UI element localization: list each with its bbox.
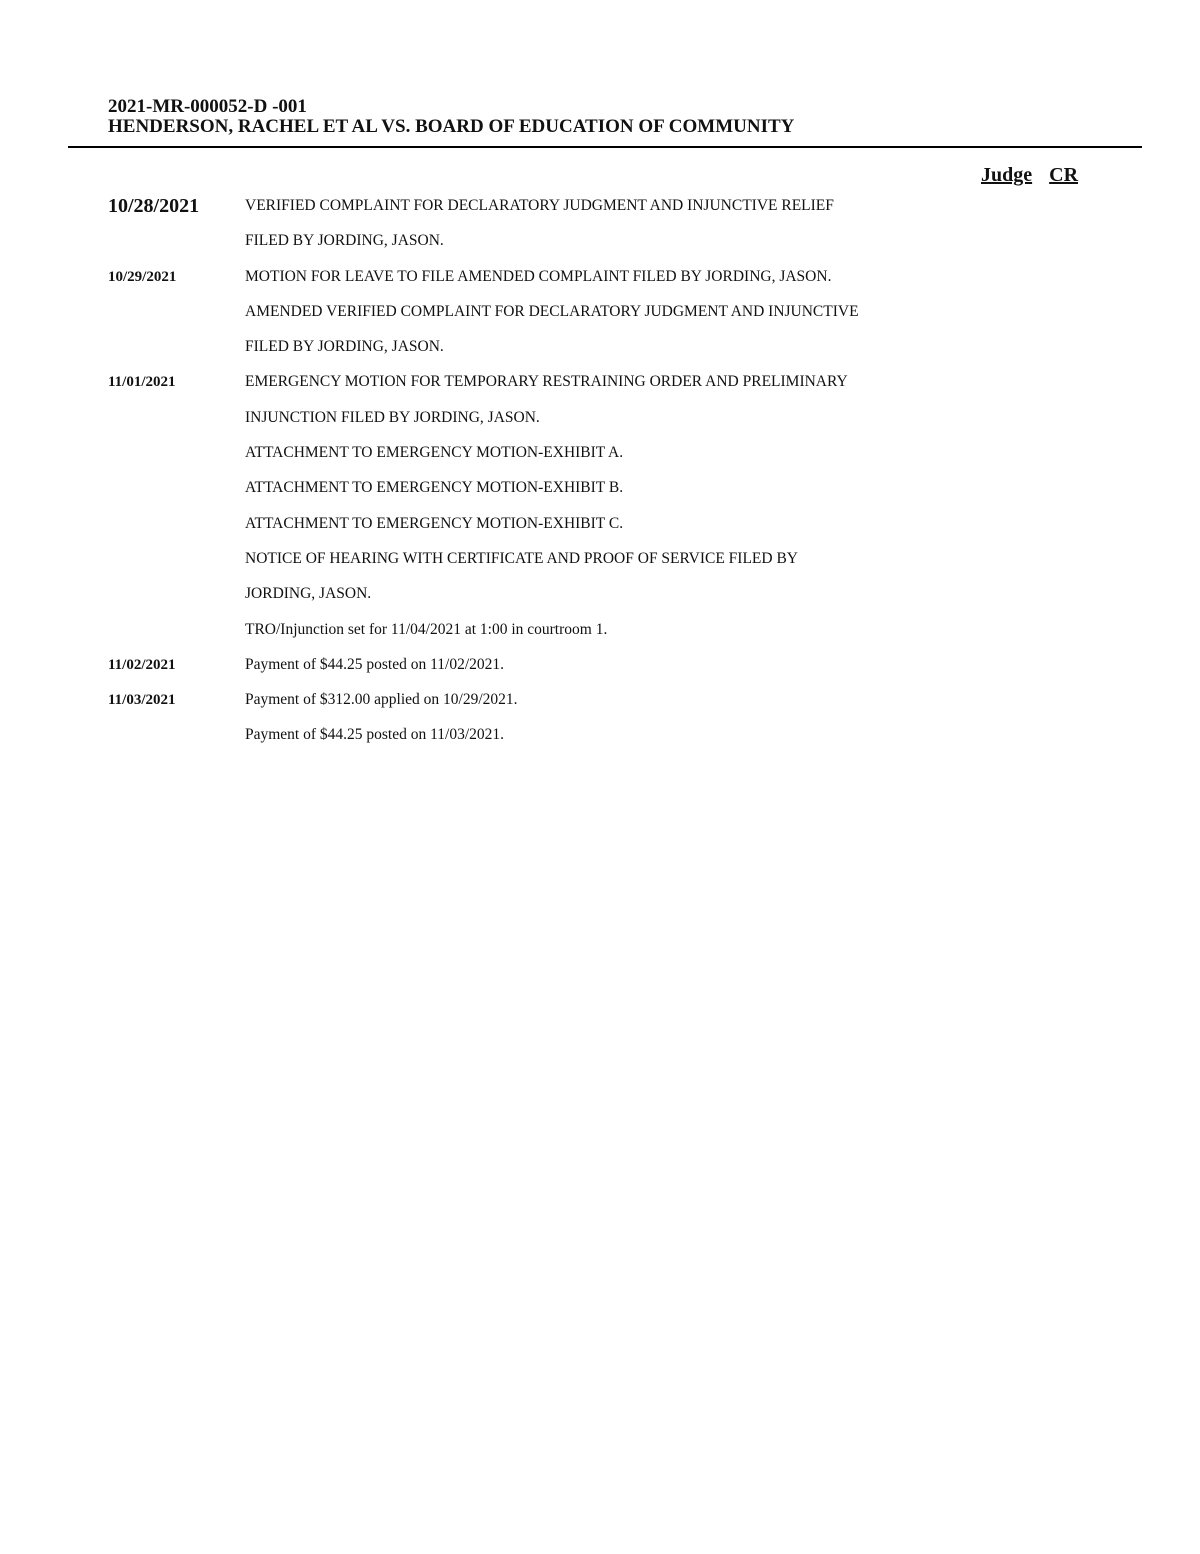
docket-entries bbox=[108, 190, 1008, 755]
entry-text: TRO/Injunction set for 11/04/2021 at 1:00 in courtroom 1. bbox=[245, 620, 608, 638]
entry-date: 10/29/2021 bbox=[108, 268, 177, 285]
docket-entry-line bbox=[108, 649, 1008, 684]
entry-text: Payment of $312.00 applied on 10/29/2021. bbox=[245, 691, 518, 709]
entry-text: VERIFIED COMPLAINT FOR DECLARATORY JUDGMENT AND INJUNCTIVE RELIEF bbox=[245, 197, 834, 214]
entry-text: MOTION FOR LEAVE TO FILE AMENDED COMPLAINT FILED BY JORDING, JASON. bbox=[245, 267, 832, 285]
case-number: 2021-MR-000052-D -001 bbox=[108, 96, 307, 117]
entry-text: ATTACHMENT TO EMERGENCY MOTION-EXHIBIT B. bbox=[245, 479, 624, 497]
docket-entry-line bbox=[108, 331, 1008, 366]
entry-text: Payment of $44.25 posted on 11/03/2021. bbox=[245, 726, 505, 744]
entry-date bbox=[108, 296, 245, 331]
entry-date: 11/02/2021 bbox=[108, 656, 176, 673]
entry-text: ATTACHMENT TO EMERGENCY MOTION-EXHIBIT C. bbox=[245, 514, 624, 532]
entry-date bbox=[108, 472, 245, 507]
case-header bbox=[108, 97, 794, 137]
docket-entry-line bbox=[108, 543, 1008, 578]
entry-date: 11/03/2021 bbox=[108, 692, 176, 709]
header-divider bbox=[68, 146, 1142, 148]
entry-text: ATTACHMENT TO EMERGENCY MOTION-EXHIBIT A. bbox=[245, 444, 624, 462]
entry-date bbox=[108, 719, 245, 754]
docket-entry-line bbox=[108, 614, 1008, 649]
cr-column-header: CR bbox=[1049, 164, 1079, 186]
docket-entry-line bbox=[108, 578, 1008, 613]
entry-text: EMERGENCY MOTION FOR TEMPORARY RESTRAINING ORDER AND PRELIMINARY bbox=[245, 373, 848, 391]
docket-entry-line bbox=[108, 719, 1008, 754]
entry-date bbox=[108, 225, 245, 260]
entry-date bbox=[108, 614, 245, 649]
entry-date bbox=[108, 578, 245, 613]
entry-date: 11/01/2021 bbox=[108, 374, 176, 391]
entry-date bbox=[108, 402, 245, 437]
entry-date bbox=[108, 437, 245, 472]
entry-date: 10/28/2021 bbox=[108, 195, 200, 217]
entry-date bbox=[108, 331, 245, 366]
entry-text: Payment of $44.25 posted on 11/02/2021. bbox=[245, 655, 505, 673]
docket-entry-line bbox=[108, 684, 1008, 719]
entry-text: NOTICE OF HEARING WITH CERTIFICATE AND PROOF OF SERVICE FILED BY bbox=[245, 549, 798, 567]
column-headers bbox=[981, 164, 1090, 187]
docket-entry-line bbox=[108, 508, 1008, 543]
docket-entry-line bbox=[108, 437, 1008, 472]
docket-entry-line bbox=[108, 366, 1008, 401]
docket-entry-line bbox=[108, 190, 1008, 225]
docket-entry-line bbox=[108, 296, 1008, 331]
judge-column-header: Judge bbox=[981, 164, 1033, 186]
docket-entry-line bbox=[108, 261, 1008, 296]
entry-text: INJUNCTION FILED BY JORDING, JASON. bbox=[245, 408, 540, 426]
entry-text: FILED BY JORDING, JASON. bbox=[245, 232, 444, 250]
entry-date bbox=[108, 508, 245, 543]
entry-text: JORDING, JASON. bbox=[245, 585, 372, 603]
entry-date bbox=[108, 543, 245, 578]
case-title: HENDERSON, RACHEL ET AL VS. BOARD OF EDUCATION OF COMMUNITY bbox=[108, 116, 795, 137]
docket-entry-line bbox=[108, 472, 1008, 507]
entry-text: FILED BY JORDING, JASON. bbox=[245, 338, 444, 356]
docket-entry-line bbox=[108, 402, 1008, 437]
docket-entry-line bbox=[108, 225, 1008, 260]
entry-text: AMENDED VERIFIED COMPLAINT FOR DECLARATORY JUDGMENT AND INJUNCTIVE bbox=[245, 302, 859, 320]
